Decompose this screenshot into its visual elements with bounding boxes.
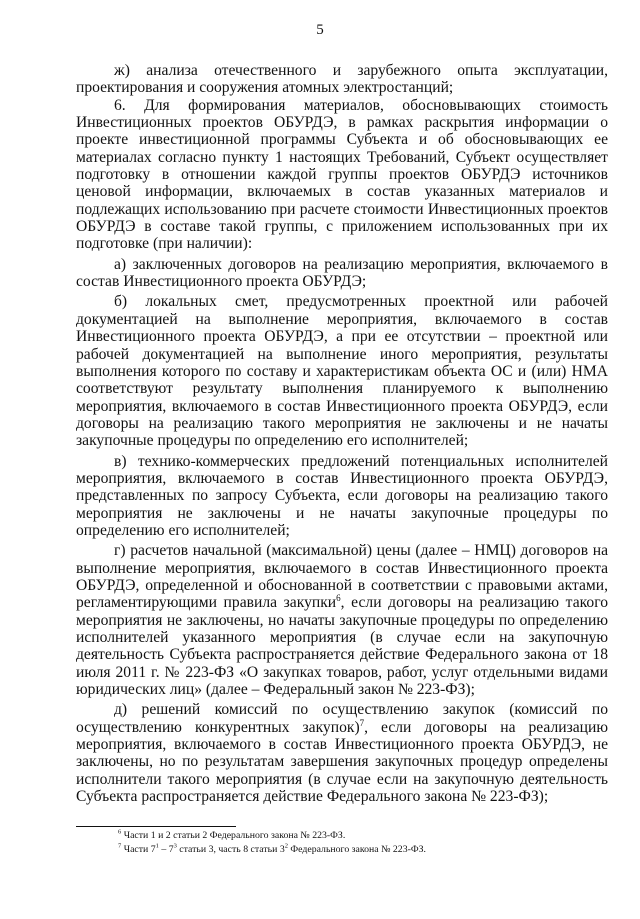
footnote-mark: 7 xyxy=(118,842,122,850)
paragraph-g xyxy=(76,542,608,698)
paragraph-b: б) локальных смет, предусмотренных проектной или рабочей документацией на выполнение мероприятия, включаемого в состав Инвестиционного проекта ОБУРДЭ, а при ее отсутствии – проектной или рабочей документацией на выполнение иного мероприятия, результаты выполнения которого по составу и характеристикам объекта ОС и (или) НМА соответствуют результату выполнения планируемого к выполнению мероприятия, включаемого в состав Инвестиционного проекта ОБУРДЭ, если договоры на реализацию такого мероприятия не заключены и не начаты закупочные процедуры по определению его исполнителей; xyxy=(76,293,608,450)
footnotes xyxy=(118,829,598,857)
footnote-text: Части 1 и 2 статьи 2 Федерального закона № 223-ФЗ. xyxy=(121,830,346,841)
footnote-7 xyxy=(118,843,598,857)
paragraph-d-text-before: д) решений комиссий по осуществлению закупок (комиссий по осуществлению конкурентных закупок) xyxy=(76,701,608,736)
paragraph-d-text-after: , если договоры на реализацию мероприятия, включаемого в состав Инвестиционного проекта ОБУРДЭ, не заключены, но по результатам завершения закупочных процедур определены исполнители такого мероприятия (в случае если на закупочную деятельность Субъекта распространяется действие Федерального закона № 223-ФЗ); xyxy=(76,718,609,806)
footnote-6 xyxy=(118,829,598,843)
footnote-mark: 6 xyxy=(118,828,122,836)
footnote-text-part: Части 7 xyxy=(121,844,156,855)
footnote-text-part: Федерального закона № 223-ФЗ. xyxy=(287,844,426,855)
paragraph-g-text-before: г) расчетов начальной (максимальной) цены (далее – НМЦ) договоров на выполнение мероприятия, включаемого в состав Инвестиционного проекта ОБУРДЭ, определенной и обоснованной в соответствии с правовыми актами, регламентирующими правила закупки xyxy=(76,542,608,612)
body-text xyxy=(76,62,608,805)
page-number: 5 xyxy=(316,22,324,38)
footnote-separator xyxy=(76,826,236,827)
footnote-superscript: 1 xyxy=(155,842,159,850)
paragraph-6: 6. Для формирования материалов, обосновывающих стоимость Инвестиционных проектов ОБУРДЭ, в рамках раскрытия информации о проекте инвестиционной программы Субъекта и об обосновывающих ее материалах согласно пункту 1 настоящих Требований, Субъект осуществляет подготовку в отношении каждой группы проектов ОБУРДЭ источников ценовой информации, включаемых в состав указанных материалов и подлежащих использованию при расчете стоимости Инвестиционных проектов ОБУРДЭ в составе такой группы, с приложением использованных при их подготовке (при наличии): xyxy=(76,96,608,253)
paragraph-v: в) технико-коммерческих предложений потенциальных исполнителей мероприятия, включаемого в состав Инвестиционного проекта ОБУРДЭ, представленных по запросу Субъекта, если договоры на реализацию такого мероприятия не заключены и не начаты закупочные процедуры по определению его исполнителей; xyxy=(76,452,608,539)
footnote-text-part: статьи 3, часть 8 статьи 3 xyxy=(176,844,285,855)
paragraph-a: а) заключенных договоров на реализацию мероприятия, включаемого в состав Инвестиционного проекта ОБУРДЭ; xyxy=(76,255,608,291)
footnote-ref-6: 6 xyxy=(336,593,341,604)
footnote-text-part: – 7 xyxy=(158,844,174,855)
paragraph-zh: ж) анализа отечественного и зарубежного опыта эксплуатации, проектирования и сооружения атомных электростанций; xyxy=(76,62,608,97)
footnote-superscript: 3 xyxy=(173,842,177,850)
footnote-ref-7: 7 xyxy=(359,717,365,728)
paragraph-g-text-after: , если договоры на реализацию такого мероприятия не заключены, но начаты закупочные процедуры по определению исполнителей указанного мероприятия (в случае если на закупочную деятельность Субъекта распространяется действие Федерального закона от 18 июля 2011 г. № 223-ФЗ «О закупках товаров, работ, услуг отдельными видами юридических лиц» (далее – Федеральный закон № 223-ФЗ); xyxy=(76,594,608,699)
footnote-superscript: 2 xyxy=(284,842,288,850)
paragraph-d xyxy=(76,701,608,805)
